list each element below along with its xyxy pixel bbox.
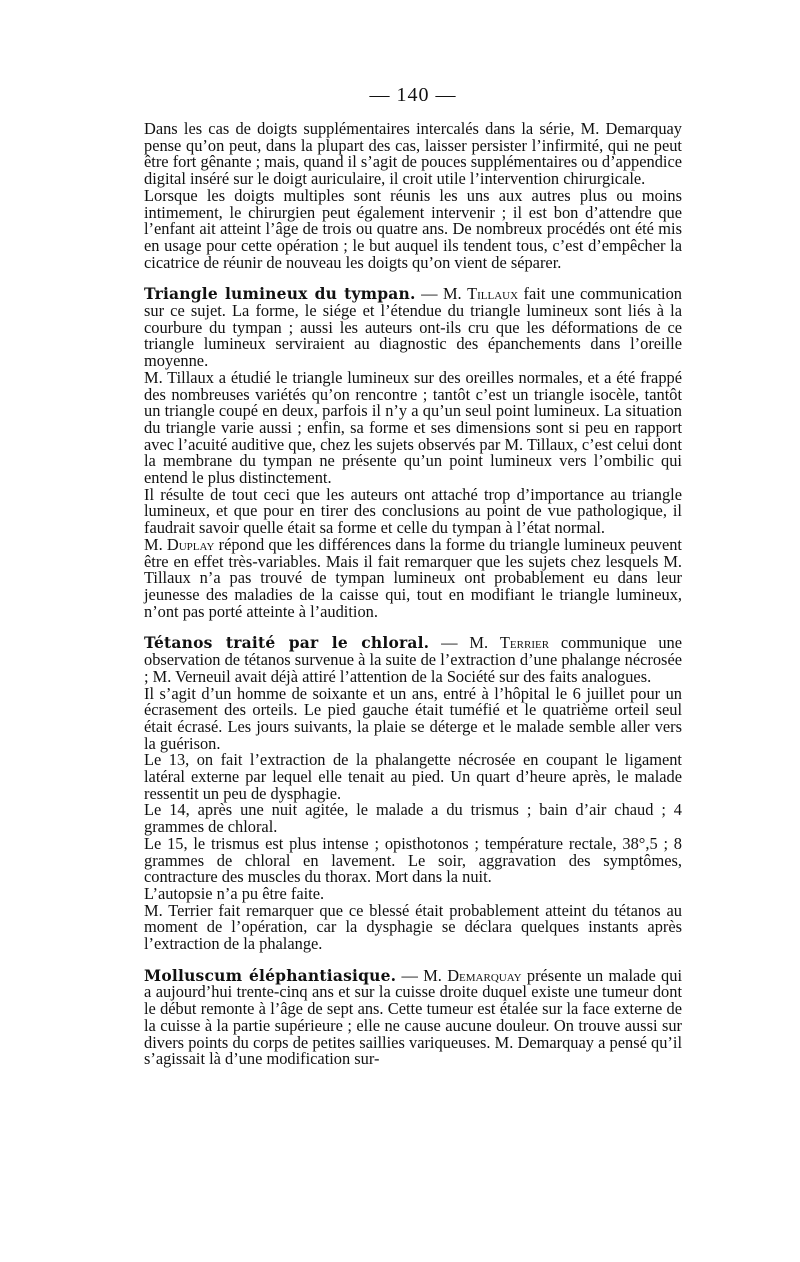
section-title: Tétanos traité par le chloral. — [144, 633, 430, 653]
section-lead: — M. — [415, 284, 468, 304]
paragraph-text: Le 14, après une nuit agitée, le malade a du trismus ; bain d’air chaud ; 4 grammes de chloral. — [144, 800, 682, 837]
section-title: Triangle lumineux du tympan. — [144, 284, 416, 304]
paragraph-doigts-1 — [144, 121, 682, 188]
author-name: Demarquay — [447, 965, 522, 985]
paragraph-text: présente un malade qui a aujourd’hui trente-cinq ans et sur la cuisse droite duquel existe une tumeur dont le début remonte à l’âge de sept ans. Cette tumeur est étalée sur la face externe de la cuisse à la partie supérieure ; elle ne cause aucune douleur. On trouve aussi sur divers points du corps de petites saillies variqueuses. M. Demarquay a pensé qu’il s’agissait là d’une modification sur- — [144, 965, 683, 1069]
paragraph-text: M. Tillaux a étudié le triangle lumineux sur des oreilles normales, et a été frappé des nombreuses variétés qu’on rencontre ; tantôt c’est un triangle isocèle, tantôt un triangle coupé en deux, parfois il n’y a qu’un seul point lumineux. La situation du triangle varie aussi ; enfin, sa forme et ses dimensions sont si peu en rapport avec l’acuité auditive que, chez les sujets observés par M. Tillaux, c’est celui dont la membrane du tympan ne présente qu’un point lumineux vers l’ombilic qui entend le plus distinctement. — [144, 367, 683, 488]
paragraph-duplay — [144, 534, 682, 621]
page-number: — 140 — — [369, 84, 457, 106]
paragraph-le-15 — [144, 833, 682, 887]
section-lead: M. — [144, 534, 167, 554]
paragraph-text: M. Terrier fait remarquer que ce blessé était probablement atteint du tétanos au moment de l’opération, car la dysphagie se déclara quelques instants après l’extraction de la phalange. — [144, 900, 682, 954]
paragraph-le-13 — [144, 752, 682, 802]
paragraph-text: L’autopsie n’a pu être faite. — [144, 883, 325, 903]
section-lead: — M. — [429, 633, 500, 653]
section-triangle-lumineux — [144, 286, 682, 370]
section-molluscum — [144, 965, 683, 1069]
paragraph-text: Il s’agit d’un homme de soixante et un ans, entré à l’hôpital le 6 juillet pour un écrasement des orteils. Le pied gauche était tuméfié et le quatrième orteil seul était écrasé. Les jours suivants, la plaie se déterge et le malade semble aller vers la guérison. — [144, 683, 682, 753]
author-name: Tillaux — [467, 284, 519, 304]
paragraph-text: Dans les cas de doigts supplémentaires intercalés dans la série, M. Demarquay pense qu’on peut, dans la plupart des cas, laisser persister l’infirmité, qui ne peut être fort gênante ; mais, quand il s’agit de pouces supplémentaires ou d’appendice digital inséré sur le doigt auriculaire, il croit utile l’intervention chirurgicale. — [144, 119, 682, 189]
paragraph-text: Lorsque les doigts multiples sont réunis les uns aux autres plus ou moins intimement, le chirurgien peut également intervenir ; il est bon d’attendre que l’enfant ait atteint l’âge de trois ou quatre ans. De nombreux procédés ont été mis en usage pour cette opération ; le but auquel ils tendent tous, c’est d’empêcher la cicatrice de réunir de nouveau les doigts qu’on vient de séparer. — [144, 185, 682, 272]
author-name: Terrier — [499, 633, 550, 653]
paragraph-terrier-remarque — [144, 900, 682, 954]
paragraph-doigts-2 — [144, 185, 682, 272]
paragraph-observation — [144, 683, 682, 753]
paragraph-text: Il résulte de tout ceci que les auteurs ont attaché trop d’importance au triangle lumineux, et que pour en tirer des conclusions au point de vue pathologique, il faudrait savoir quelle était sa forme et celle du tympan à l’état normal. — [144, 484, 682, 538]
paragraph-text: communique une observation de tétanos survenue à la suite de l’extraction d’une phalange nécrosée ; M. Verneuil avait déjà attiré l’attention de la Société sur des faits analogues. — [144, 633, 683, 686]
paragraph-tillaux-etude — [144, 367, 683, 488]
section-lead: — M. — [396, 965, 448, 985]
section-tetanos-chloral — [144, 635, 682, 685]
paragraph-text: répond que les différences dans la forme du triangle lumineux peuvent être en effet très-variables. Mais il fait remarquer que les sujets chez lesquels M. Tillaux n’a pas trouvé de tympan lumineux ont probablement eu dans leur jeunesse des maladies de la caisse qui, tout en modifiant le triangle lumineux, n’ont pas porté atteinte à l’audition. — [144, 534, 682, 621]
paragraph-text: Le 15, le trismus est plus intense ; opisthotonos ; température rectale, 38°,5 ; 8 grammes de chloral en lavement. Le soir, aggravation des symptômes, contracture des muscles du thorax. Mort dans la nuit. — [144, 833, 682, 887]
section-title: Molluscum éléphantiasique. — [144, 965, 397, 985]
paragraph-text: Le 13, on fait l’extraction de la phalangette nécrosée en coupant le ligament latéral externe par lequel elle tenait au pied. Un quart d’heure après, le malade ressentit un peu de dysphagie. — [144, 750, 682, 803]
author-name: Duplay — [166, 534, 215, 554]
paragraph-le-14 — [144, 802, 682, 835]
paragraph-tillaux-conclusion — [144, 484, 682, 538]
paragraph-text: fait une communication sur ce sujet. La forme, le siége et l’étendue du triangle lumineux sont liés à la courbure du tympan ; aussi les auteurs ont-ils cru que les déformations de ce triangle lumineux serviraient au diagnostic des épanchements dans l’oreille moyenne. — [144, 284, 682, 371]
